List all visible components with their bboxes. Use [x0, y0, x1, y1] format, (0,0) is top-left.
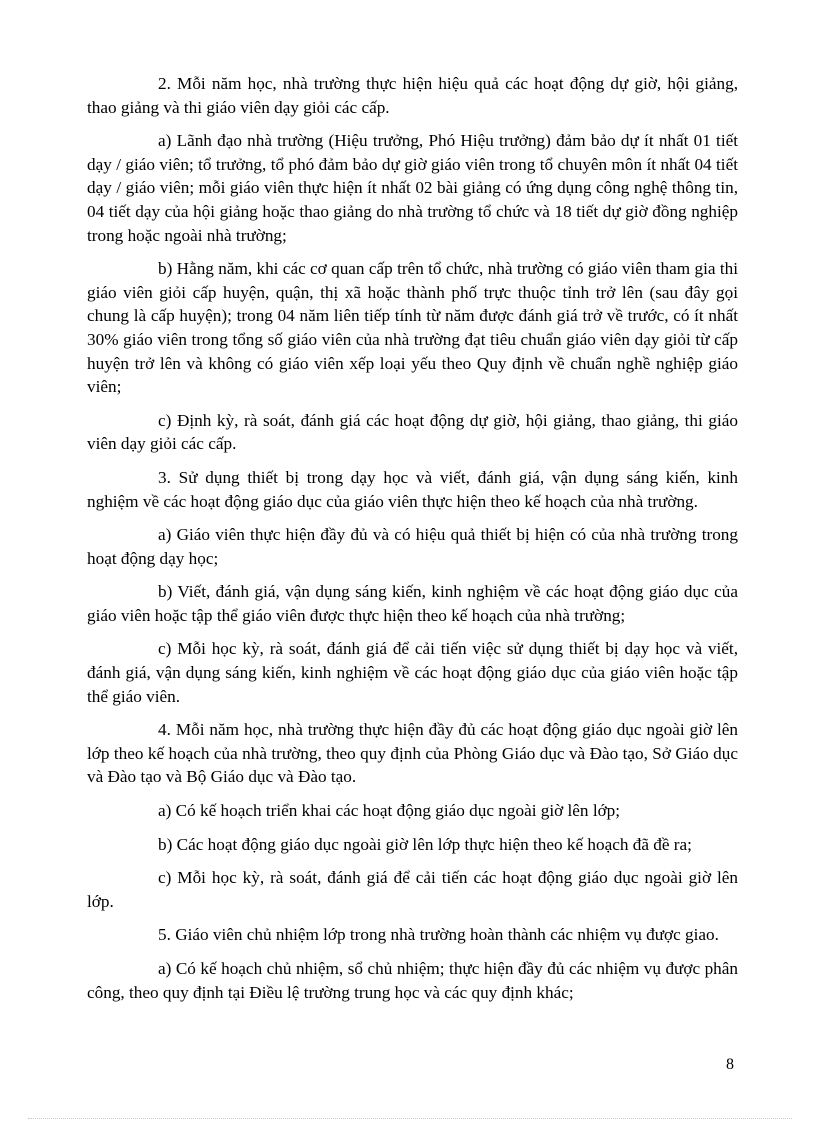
page-number: 8: [726, 1056, 734, 1073]
paragraph-item-2c: c) Định kỳ, rà soát, đánh giá các hoạt động dự giờ, hội giảng, thao giảng, thi giáo viên dạy giỏi các cấp.: [87, 410, 738, 454]
paragraph-item-4a: a) Có kế hoạch triển khai các hoạt động giáo dục ngoài giờ lên lớp;: [158, 801, 621, 821]
paragraph-item-3c: c) Mỗi học kỳ, rà soát, đánh giá để cải tiến việc sử dụng thiết bị dạy học và viết, đánh giá, vận dụng sáng kiến, kinh nghiệm về các hoạt động giáo dục của giáo viên hoặc tập thể giáo viên.: [87, 639, 738, 706]
paragraph-item-4c: c) Mỗi học kỳ, rà soát, đánh giá để cải tiến các hoạt động giáo dục ngoài giờ lên lớp.: [87, 868, 738, 911]
paragraph-item-2b: b) Hằng năm, khi các cơ quan cấp trên tổ chức, nhà trường có giáo viên tham gia thi giáo viên giỏi cấp huyện, quận, thị xã hoặc thành phố trực thuộc tỉnh trở lên (sau đây gọi chung là cấp huyện); trong 04 năm liên tiếp tính từ năm được đánh giá trở về trước, có ít nhất 30% giáo viên trong tổng số giáo viên của nhà trường đạt tiêu chuẩn giáo viên dạy giỏi từ cấp huyện trở lên và không có giáo viên xếp loại yếu theo Quy định về chuẩn nghề nghiệp giáo viên;: [87, 259, 738, 397]
paragraph-item-5a: a) Có kế hoạch chủ nhiệm, sổ chủ nhiệm; thực hiện đầy đủ các nhiệm vụ được phân công, theo quy định tại Điều lệ trường trung học và các quy định khác;: [87, 959, 738, 1002]
paragraph-item-2a: a) Lãnh đạo nhà trường (Hiệu trưởng, Phó Hiệu trưởng) đảm bảo dự ít nhất 01 tiết dạy / giáo viên; tổ trưởng, tổ phó đảm bảo dự giờ giáo viên trong tổ chuyên môn ít nhất 04 tiết dạy / giáo viên; mỗi giáo viên thực hiện ít nhất 02 bài giảng có ứng dụng công nghệ thông tin, 04 tiết dạy của hội giảng hoặc thao giảng do nhà trường tổ chức và 18 tiết dự giờ đồng nghiệp trong hoặc ngoài nhà trường;: [87, 131, 738, 245]
paragraph-item-4: 4. Mỗi năm học, nhà trường thực hiện đầy đủ các hoạt động giáo dục ngoài giờ lên lớp theo kế hoạch của nhà trường, theo quy định của Phòng Giáo dục và Đào tạo, Sở Giáo dục và Đào tạo và Bộ Giáo dục và Đào tạo.: [87, 720, 738, 787]
paragraph-item-3b: b) Viết, đánh giá, vận dụng sáng kiến, kinh nghiệm về các hoạt động giáo dục của giáo viên hoặc tập thể giáo viên được thực hiện theo kế hoạch của nhà trường;: [87, 582, 738, 625]
paragraph-item-4b: b) Các hoạt động giáo dục ngoài giờ lên lớp thực hiện theo kế hoạch đã đề ra;: [158, 834, 692, 854]
paragraph-item-2: 2. Mỗi năm học, nhà trường thực hiện hiệu quả các hoạt động dự giờ, hội giảng, thao giảng và thi giáo viên dạy giỏi các cấp.: [87, 74, 738, 117]
paragraph-item-3a: a) Giáo viên thực hiện đầy đủ và có hiệu quả thiết bị hiện có của nhà trường trong hoạt động dạy học;: [87, 525, 738, 568]
page-bottom-divider: [28, 1118, 792, 1119]
document-body: [87, 72, 738, 1014]
paragraph-item-3: 3. Sử dụng thiết bị trong dạy học và viết, đánh giá, vận dụng sáng kiến, kinh nghiệm về các hoạt động giáo dục của giáo viên thực hiện theo kế hoạch của nhà trường.: [87, 467, 738, 511]
paragraph-item-5: 5. Giáo viên chủ nhiệm lớp trong nhà trường hoàn thành các nhiệm vụ được giao.: [158, 925, 719, 945]
